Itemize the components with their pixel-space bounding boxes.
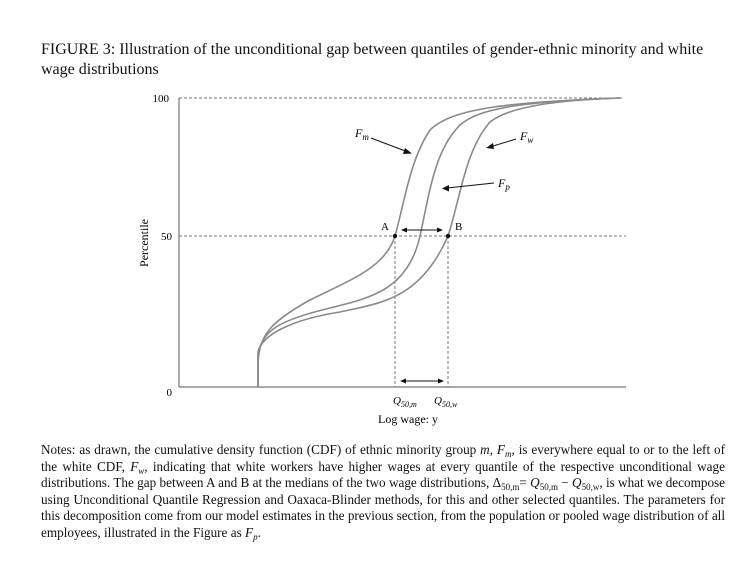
y-tick-0: 0 [166, 387, 172, 399]
y-tick-50: 50 [161, 231, 172, 243]
notes-paragraph: Notes: as drawn, the cumulative density function (CDF) of ethnic minority group m, $F_m$, is everywhere equal to or to the left of the white CDF, $F_w$, indicating that white workers have higher wages at every quantile of the respective unconditional wage distributions. The gap between A and B at the medians of the two wage distributions, $\Delta_{50,m}= Q_{50,m} - Q_{50,w}$, is what we decompose using Unconditional Quantile Regression and Oaxaca-Blinder methods, for this and other selected quantiles. The parameters for this decomposition come from our model estimates in the previous section, from the population or pooled wage distribution of all employees, illustrated in the Figure as $F_p$. [41, 442, 726, 542]
y-tick-100: 100 [152, 93, 169, 105]
median-gap-arrowhead-left [401, 228, 407, 233]
fw-label: $F_w$ [520, 129, 534, 145]
fm-pointer [371, 138, 408, 152]
fm-label: $F_m$ [355, 126, 369, 142]
point-b-label: B [455, 221, 463, 233]
point-a-marker [393, 234, 397, 238]
fp-pointer [447, 183, 494, 188]
figure-caption: FIGURE 3: Illustration of the unconditional gap between quantiles of gender-ethnic minority and white wage distributions [41, 41, 704, 78]
figure-notes [41, 442, 725, 542]
y-axis-label: Percentile [137, 219, 151, 267]
fp-pointer-head [442, 185, 449, 192]
fm-curve [258, 98, 620, 387]
fw-pointer-head [486, 143, 494, 149]
point-a-label: A [381, 221, 389, 233]
axis-gap-arrowhead-right [438, 379, 444, 384]
point-b-marker [446, 234, 450, 238]
fm-pointer-head [403, 148, 412, 154]
fp-curve [258, 98, 620, 387]
fp-label: $F_p$ [498, 176, 510, 192]
q50m-label: $Q_{50,m}$ [393, 395, 417, 409]
median-gap-arrowhead-right [437, 228, 443, 233]
q50w-label: $Q_{50,w}$ [434, 395, 458, 409]
fw-pointer [490, 139, 516, 147]
fw-curve [258, 98, 620, 387]
x-axis-label: Log wage: y [378, 412, 438, 426]
axis-gap-arrowhead-left [400, 379, 406, 384]
